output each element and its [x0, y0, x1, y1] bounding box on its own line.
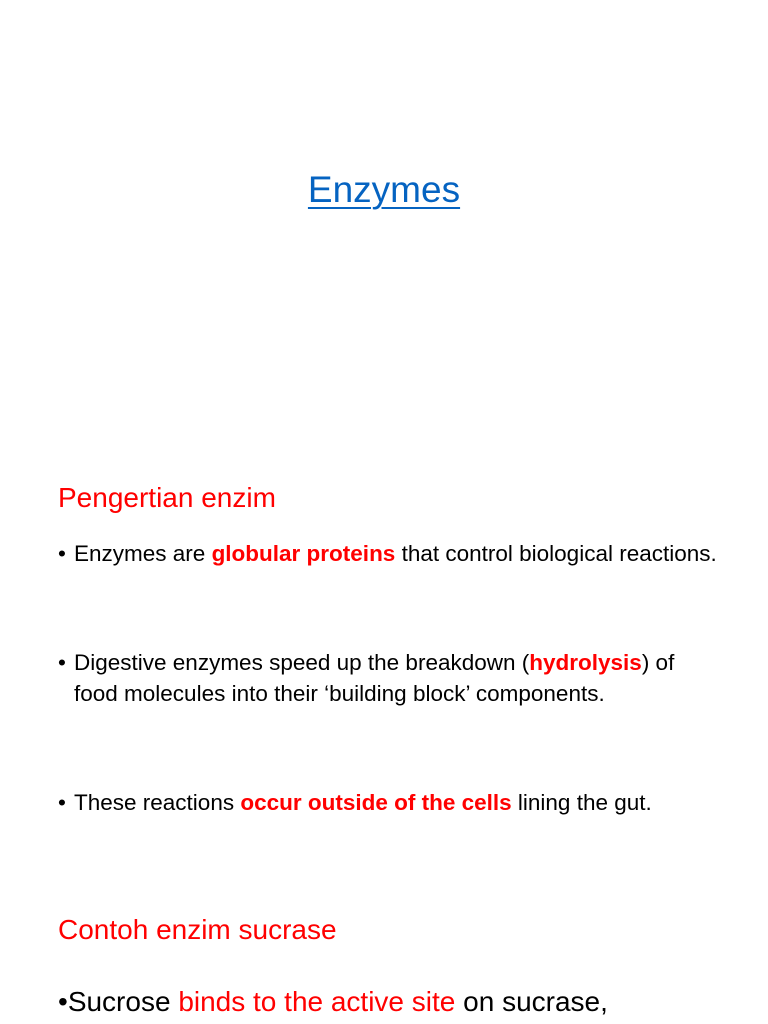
bullet-dot-icon: • [58, 986, 68, 1017]
bullet-dot-icon: • [58, 541, 66, 566]
bullet-dot-icon: • [58, 790, 66, 815]
bullet-item [58, 787, 718, 818]
bullet-text: ) of food molecules into their ‘building block’ components. [74, 650, 675, 706]
bullet-text: Digestive enzymes speed up the breakdown ( [74, 650, 530, 675]
bullet-item [58, 538, 718, 569]
bullet-text: on sucrase, [455, 986, 608, 1017]
bullet-item [58, 647, 718, 709]
slide-title: Enzymes [307, 169, 461, 210]
bullet-highlight: hydrolysis [529, 650, 642, 675]
bullet-highlight: occur outside of the cells [240, 790, 512, 815]
bullet-text: Enzymes are [74, 541, 212, 566]
bullet-text: These reactions [74, 790, 241, 815]
section-heading-pengertian: Pengertian enzim [58, 482, 276, 513]
bullet-dot-icon: • [58, 650, 66, 675]
bullet-text: that control biological reactions. [395, 541, 717, 566]
bullet-text: lining the gut. [511, 790, 652, 815]
bullet-text: Sucrose [67, 986, 179, 1017]
section-heading-contoh: Contoh enzim sucrase [58, 914, 337, 945]
bullet-item-sucrose [58, 982, 758, 1022]
bullet-highlight: globular proteins [211, 541, 396, 566]
bullet-highlight: binds to the active site [178, 986, 456, 1017]
